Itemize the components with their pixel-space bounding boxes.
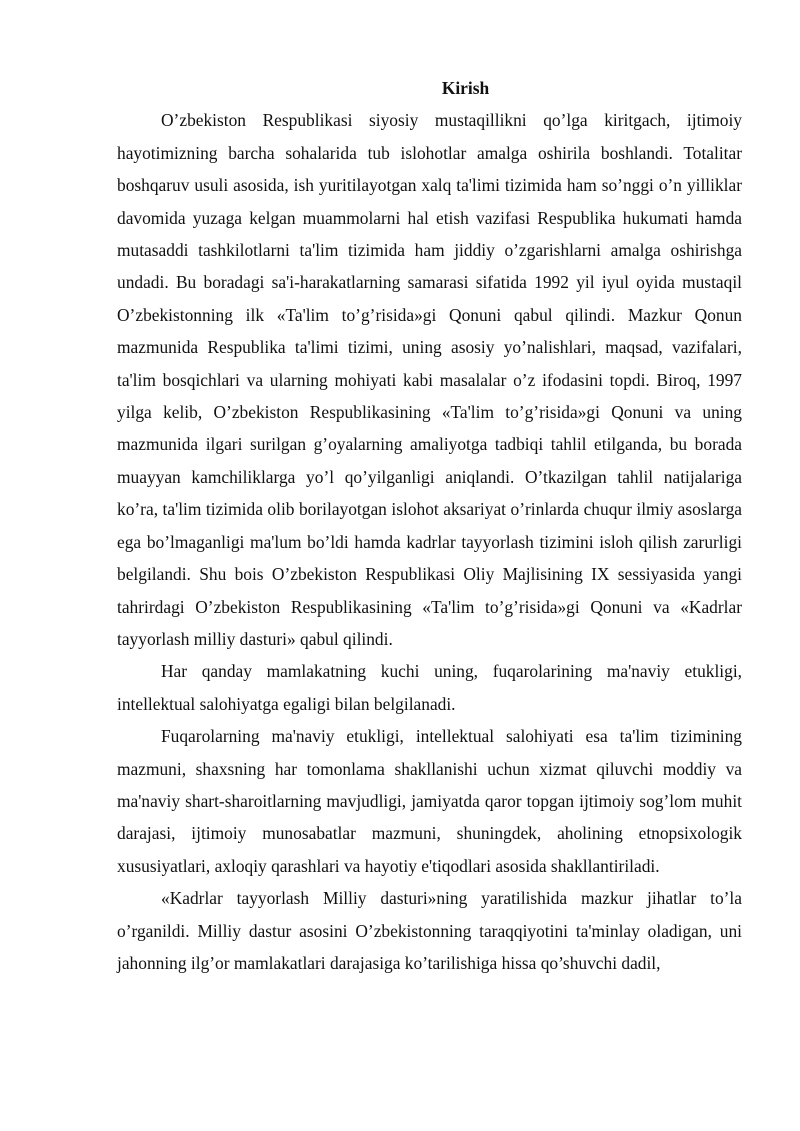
paragraph-4: «Kadrlar tayyorlash Milliy dasturi»ning yaratilishida mazkur jihatlar to’la o’rganildi. Milliy dastur asosini O’zbekistonning taraqqiyotini ta'minlay oladigan, uni jahonning ilg’or mamlakatlari darajasiga ko’tarilishiga hissa qo’shuvchi dadil, bbox=[117, 888, 742, 973]
document-page bbox=[117, 72, 742, 979]
paragraph-2: Har qanday mamlakatning kuchi uning, fuqarolarining ma'naviy etukligi, intellektual salohiyatga egaligi bilan belgilanadi. bbox=[117, 661, 742, 714]
paragraph-1: O’zbekiston Respublikasi siyosiy mustaqillikni qo’lga kiritgach, ijtimoiy hayotimizning barcha sohalarida tub islohotlar amalga oshirila boshlandi. Totalitar boshqaruv usuli asosida, ish yuritilayotgan xalq ta'limi tizimida ham so’nggi o’n yilliklar davomida yuzaga kelgan muammolarni hal etish vazifasi Respublika hukumati hamda mutasaddi tashkilotlarni ta'lim tizimida ham jiddiy o’zgarishlarni amalga oshirishga undadi. Bu boradagi sa'i-harakatlarning samarasi sifatida 1992 yil iyul oyida mustaqil O’zbekistonning ilk «Ta'lim to’g’risida»gi Qonuni qabul qilindi. Mazkur Qonun mazmunida Respublika ta'limi tizimi, uning asosiy yo’nalishlari, maqsad, vazifalari, ta'lim bosqichlari va ularning mohiyati kabi masalalar o’z ifodasini topdi. Biroq, 1997 yilga kelib, O’zbekiston Respublikasining «Ta'lim to’g’risida»gi Qonuni va uning mazmunida ilgari surilgan g’oyalarning amaliyotga tadbiqi tahlil etilganda, bu borada muayyan kamchiliklarga yo’l qo’yilganligi aniqlandi. O’tkazilgan tahlil natijalariga ko’ra, ta'lim tizimida olib borilayotgan islohot aksariyat o’rinlarda chuqur ilmiy asoslarga ega bo’lmaganligi ma'lum bo’ldi hamda kadrlar tayyorlash tizimini isloh qilish zarurligi belgilandi. Shu bois O’zbekiston Respublikasi Oliy Majlisining IX sessiyasida yangi tahrirdagi O’zbekiston Respublikasining «Ta'lim to’g’risida»gi Qonuni va «Kadrlar tayyorlash milliy dasturi» qabul qilindi. bbox=[117, 110, 742, 649]
paragraph-3: Fuqarolarning ma'naviy etukligi, intellektual salohiyati esa ta'lim tizimining mazmuni, shaxsning har tomonlama shakllanishi uchun xizmat qiluvchi moddiy va ma'naviy shart-sharoitlarning mavjudligi, jamiyatda qaror topgan ijtimoiy sog’lom muhit darajasi, ijtimoiy munosabatlar mazmuni, shuningdek, aholining etnopsixologik xususiyatlari, axloqiy qarashlari va hayotiy e'tiqodlari asosida shakllantiriladi. bbox=[117, 726, 742, 876]
document-title: Kirish bbox=[441, 78, 490, 98]
